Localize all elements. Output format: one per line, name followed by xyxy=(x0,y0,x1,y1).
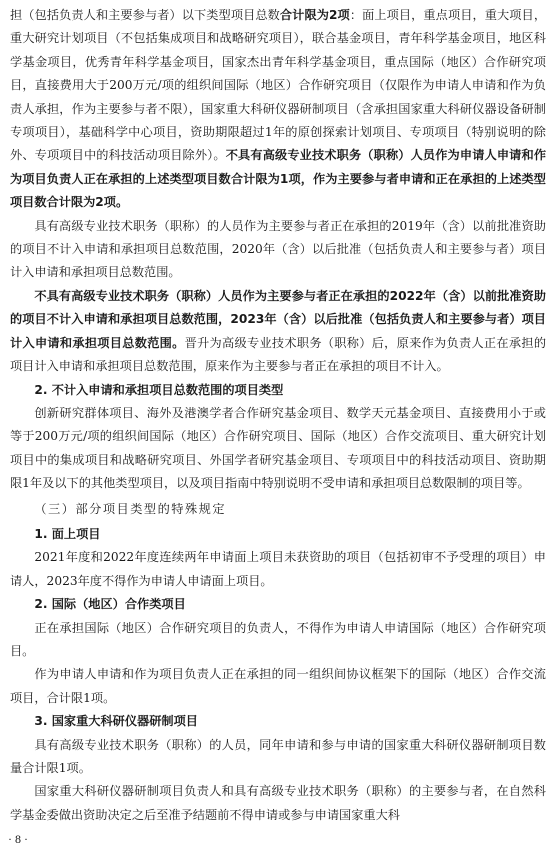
section-heading-special-rules: （三）部分项目类型的特殊规定 xyxy=(34,501,227,516)
heading-international-cooperation: 2. 国际（地区）合作类项目 xyxy=(34,597,186,612)
paragraph-non-senior-staff: 不具有高级专业技术职务（职称）人员作为主要参与者正在承担的2022年（含）以前批准资助的项目不计入申请和承担项目总数范围，2023年（含）以后批准（包括负责人和主要参与者）项目计入申请和承担项目总数范围。晋升为高级专业技术职务（职称）后，原来作为负责人正在承担的项目计入申请和承担项目总数范围，原来作为主要参与者正在承担的项目不计入。 xyxy=(10,288,547,374)
paragraph-instrument-2: 国家重大科研仪器研制项目负责人和具有高级专业技术职务（职称）的主要参与者，在自然科学基金委做出资助决定之后至准予结题前不得申请或参与申请国家重大科 xyxy=(10,784,546,822)
paragraph-general-program: 2021年度和2022年度连续两年申请面上项目未获资助的项目（包括初审不予受理的项目）申请人，2023年度不得作为申请人申请面上项目。 xyxy=(10,550,546,588)
paragraph-senior-staff: 具有高级专业技术职务（职称）的人员作为主要参与者正在承担的2019年（含）以前批准资助的项目不计入申请和承担项目总数范围，2020年（含）以后批准（包括负责人和主要参与者）项目计入申请和承担项目总数范围。 xyxy=(10,218,546,280)
page-number: · 8 · xyxy=(8,832,28,846)
paragraph-excluded-types: 创新研究群体项目、海外及港澳学者合作研究基金项目、数学天元基金项目、直接费用小于或等于200万元/项的组织间国际（地区）合作研究项目、国际（地区）合作交流项目、重大研究计划项目中的集成项目和战略研究项目、外国学者研究基金项目、专项项目中的科技活动项目、资助期限1年及以下的其他类型项目，以及项目指南中特别说明不受申请和承担项目总数限制的项目等。 xyxy=(10,405,546,491)
paragraph-international-1: 正在承担国际（地区）合作研究项目的负责人，不得作为申请人申请国际（地区）合作研究项目。 xyxy=(10,620,546,658)
paragraph-instrument-1: 具有高级专业技术职务（职称）的人员，同年申请和参与申请的国家重大科研仪器研制项目数量合计限1项。 xyxy=(10,737,546,775)
heading-general-program: 1. 面上项目 xyxy=(34,526,101,541)
document-body xyxy=(10,4,546,827)
paragraph-international-2: 作为申请人申请和作为项目负责人正在承担的同一组织间协议框架下的国际（地区）合作交流项目，合计限1项。 xyxy=(10,667,546,705)
paragraph-total-limit: 担（包括负责人和主要参与者）以下类型项目总数合计限为2项：面上项目，重点项目，重大项目，重大研究计划项目（不包括集成项目和战略研究项目），联合基金项目，青年科学基金项目，地区科学基金项目，优秀青年科学基金项目，国家杰出青年科学基金项目，重点国际（地区）合作研究项目，直接费用大于200万元/项的组织间国际（地区）合作研究项目（仅限作为申请人申请和作为负责人承担，作为主要参与者不限），国家重大科研仪器研制项目（含承担国家重大科研仪器设备研制专项项目），基础科学中心项目，资助期限超过1年的原创探索计划项目、专项项目（特别说明的除外、专项项目中的科技活动项目除外）。不具有高级专业技术职务（职称）人员作为申请人申请和作为项目负责人正在承担的上述类型项目数合计限为1项，作为主要参与者申请和正在承担的上述类型项目数合计限为2项。 xyxy=(10,8,547,210)
heading-instrument-program: 3. 国家重大科研仪器研制项目 xyxy=(34,714,198,729)
heading-excluded-types: 2. 不计入申请和承担项目总数范围的项目类型 xyxy=(34,382,284,397)
